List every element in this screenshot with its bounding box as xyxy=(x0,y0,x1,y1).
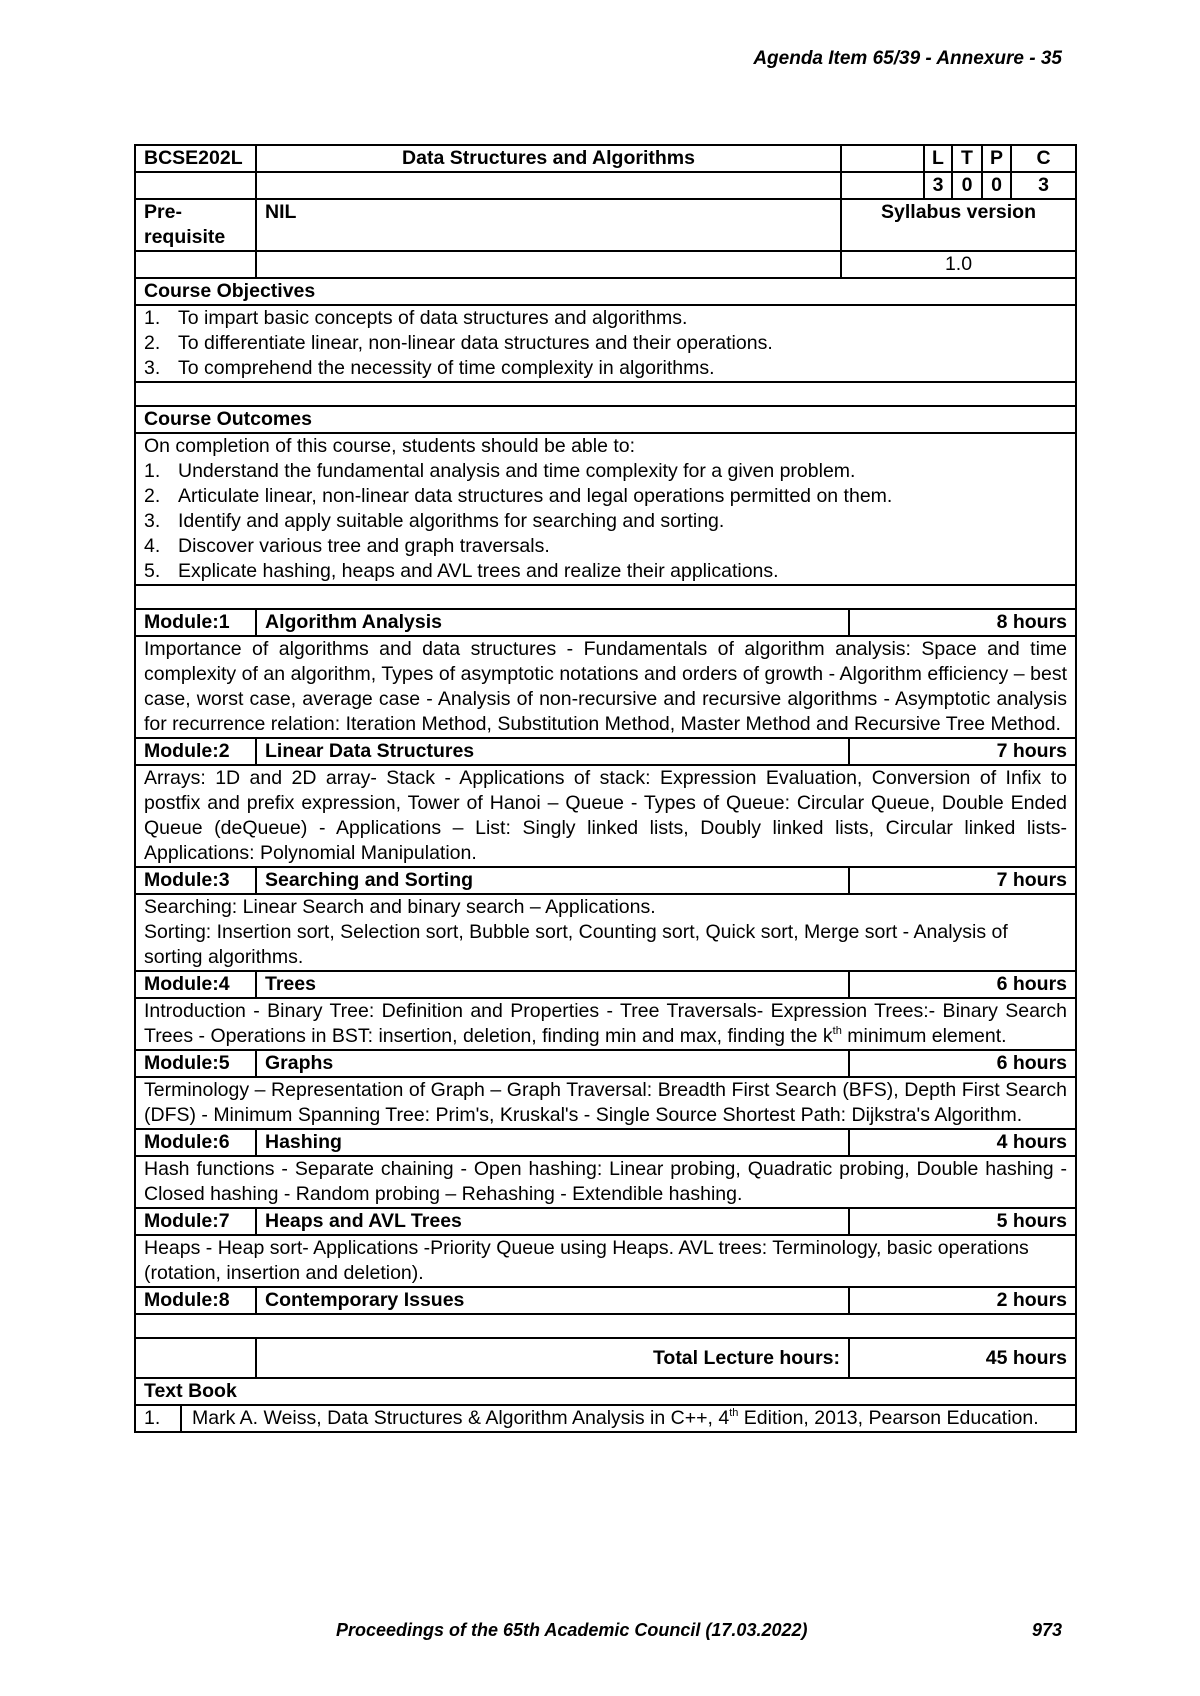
list-item: 3. To comprehend the necessity of time complexity in algorithms. xyxy=(144,357,715,379)
module-header: Module:1 Algorithm Analysis 8 hours xyxy=(135,609,1076,636)
module-hours: 6 hours xyxy=(849,971,1076,998)
ltpc-values-row xyxy=(135,172,1076,199)
module-content: Introduction - Binary Tree: Definition and Properties - Tree Traversals- Expression Trees:- Binary Search Trees - Operations in BST: insertion, deletion, finding min and max, finding the $k^{th}$ minimum element. xyxy=(135,998,1076,1050)
syllabus-version-value: 1.0 xyxy=(841,251,1076,278)
module-content: Terminology – Representation of Graph – Graph Traversal: Breadth First Search (BFS), Depth First Search (DFS) - Minimum Spanning Tree: Prim's, Kruskal's - Single Source Shortest Path: Dijkstra's Algorithm. xyxy=(135,1077,1076,1129)
module-header: Module:4 Trees 6 hours xyxy=(135,971,1076,998)
prereq-value: NIL xyxy=(256,199,841,251)
course-title: Data Structures and Algorithms xyxy=(256,145,841,172)
objectives-heading: Course Objectives xyxy=(135,278,1076,305)
module-title: Searching and Sorting xyxy=(256,867,849,894)
module-content: Searching: Linear Search and binary search – Applications. Sorting: Insertion sort, Selection sort, Bubble sort, Counting sort, Quick sort, Merge sort - Analysis of sorting algorithms. xyxy=(135,894,1076,971)
total-label: Total Lecture hours: xyxy=(256,1338,849,1378)
list-item: 4. Discover various tree and graph traversals. xyxy=(144,535,550,557)
total-value: 45 hours xyxy=(849,1338,1076,1378)
module-header: Module:5 Graphs 6 hours xyxy=(135,1050,1076,1077)
module-title: Contemporary Issues xyxy=(256,1287,849,1314)
list-item: 1. Understand the fundamental analysis and time complexity for a given problem. xyxy=(144,460,856,482)
module-content: Heaps - Heap sort- Applications -Priority Queue using Heaps. AVL trees: Terminology, basic operations (rotation, insertion and deletion). xyxy=(135,1235,1076,1287)
ltpc-label-t: T xyxy=(952,145,982,172)
prereq-label: Pre-requisite xyxy=(135,199,256,251)
module-hours: 4 hours xyxy=(849,1129,1076,1156)
module-header: Module:7 Heaps and AVL Trees 5 hours xyxy=(135,1208,1076,1235)
module-content: Arrays: 1D and 2D array- Stack - Applications of stack: Expression Evaluation, Conversion of Infix to postfix and prefix expression, Tower of Hanoi – Queue - Types of Queue: Circular Queue, Double Ended Queue (deQueue) - Applications – List: Singly linked lists, Doubly linked lists, Circular linked lists- Applications: Polynomial Manipulation. xyxy=(135,765,1076,867)
module-title: Linear Data Structures xyxy=(256,738,849,765)
list-item: 1. To impart basic concepts of data structures and algorithms. xyxy=(144,307,688,329)
module-hours: 7 hours xyxy=(849,867,1076,894)
footer-proceedings: Proceedings of the 65th Academic Council (17.03.2022) xyxy=(336,1620,808,1640)
total-row xyxy=(135,1338,1076,1378)
module-header: Module:3 Searching and Sorting 7 hours xyxy=(135,867,1076,894)
module-title: Hashing xyxy=(256,1129,849,1156)
page-number: 973 xyxy=(1031,1620,1062,1640)
ltpc-value-l: 3 xyxy=(924,172,952,199)
module-title: Algorithm Analysis xyxy=(256,609,849,636)
prereq-row xyxy=(135,199,1076,251)
outcomes-intro: On completion of this course, students should be able to: xyxy=(144,435,636,457)
textbook-heading: Text Book xyxy=(135,1378,1076,1405)
module-content: Importance of algorithms and data structures - Fundamentals of algorithm analysis: Space and time complexity of an algorithm, Types of asymptotic notations and orders of growth - Algorithm efficiency – best case, worst case, average case - Analysis of non-recursive and recursive algorithms - Asymptotic analysis for recurrence relation: Iteration Method, Substitution Method, Master Method and Recursive Tree Method. xyxy=(135,636,1076,738)
course-code: BCSE202L xyxy=(135,145,256,172)
syllabus-version-row xyxy=(135,251,1076,278)
ltpc-value-t: 0 xyxy=(952,172,982,199)
textbook-entry: 1. Mark A. Weiss, Data Structures & Algorithm Analysis in C++, 4th Edition, 2013, Pearson Education. xyxy=(135,1405,1076,1432)
agenda-header: Agenda Item 65/39 - Annexure - 35 xyxy=(753,48,1062,69)
ltpc-label-p: P xyxy=(982,145,1011,172)
module-header: Module:2 Linear Data Structures 7 hours xyxy=(135,738,1076,765)
outcomes-heading: Course Outcomes xyxy=(135,406,1076,433)
list-item: 5. Explicate hashing, heaps and AVL trees and realize their applications. xyxy=(144,560,779,582)
module-hours: 2 hours xyxy=(849,1287,1076,1314)
syllabus-version-label: Syllabus version xyxy=(841,199,1076,251)
objectives-list xyxy=(135,305,1076,382)
ltpc-label-c: C xyxy=(1011,145,1076,172)
ltpc-value-p: 0 xyxy=(982,172,1011,199)
module-title: Trees xyxy=(256,971,849,998)
outcomes-list xyxy=(135,433,1076,585)
list-item: 2. To differentiate linear, non-linear data structures and their operations. xyxy=(144,332,773,354)
module-title: Heaps and AVL Trees xyxy=(256,1208,849,1235)
module-hours: 6 hours xyxy=(849,1050,1076,1077)
module-hours: 8 hours xyxy=(849,609,1076,636)
list-item: 3. Identify and apply suitable algorithms for searching and sorting. xyxy=(144,510,725,532)
module-header: Module:6 Hashing 4 hours xyxy=(135,1129,1076,1156)
module-content: Hash functions - Separate chaining - Open hashing: Linear probing, Quadratic probing, Double hashing - Closed hashing - Random probing – Rehashing - Extendible hashing. xyxy=(135,1156,1076,1208)
syllabus-table xyxy=(134,144,1077,1433)
course-title-row xyxy=(135,145,1076,172)
ltpc-label-l: L xyxy=(924,145,952,172)
module-header: Module:8 Contemporary Issues 2 hours xyxy=(135,1287,1076,1314)
module-title: Graphs xyxy=(256,1050,849,1077)
ltpc-value-c: 3 xyxy=(1011,172,1076,199)
module-hours: 5 hours xyxy=(849,1208,1076,1235)
list-item: 2. Articulate linear, non-linear data structures and legal operations permitted on them. xyxy=(144,485,893,507)
module-hours: 7 hours xyxy=(849,738,1076,765)
